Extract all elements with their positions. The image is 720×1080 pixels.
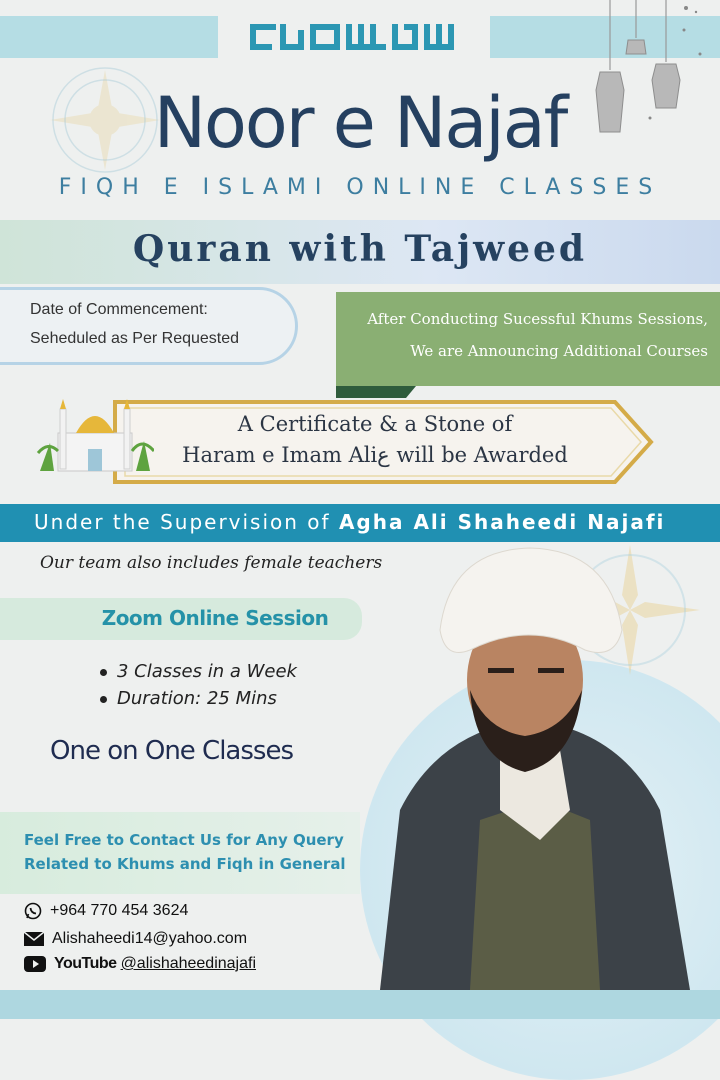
course-title: Quran with Tajweed [132, 228, 588, 270]
page-subtitle: FIQH E ISLAMI ONLINE CLASSES [58, 175, 662, 200]
phone-number: +964 770 454 3624 [50, 902, 189, 919]
certificate-line-2-start: Haram e Imam Ali [182, 443, 378, 467]
certificate-line-1: A Certificate & a Stone of [237, 412, 513, 436]
whatsapp-icon [24, 902, 42, 920]
supervision-text [34, 510, 665, 534]
certificate-line-2 [95, 443, 655, 467]
contact-line-1: Feel Free to Contact Us for Any Query [24, 831, 344, 849]
commencement-label: Date of Commencement: [30, 301, 208, 318]
mosque-icon [36, 393, 154, 475]
page-title: Noor e Najaf [153, 82, 567, 164]
zoom-session-heading: Zoom Online Session [101, 606, 329, 630]
session-bullet [100, 688, 277, 709]
session-bullet [100, 661, 297, 682]
certificate-honorific: ع [377, 443, 390, 467]
session-bullet-text: Duration: 25 Mins [117, 688, 277, 709]
team-note: Our team also includes female teachers [40, 553, 383, 573]
youtube-row[interactable] [24, 955, 256, 973]
supervisor-name: Agha Ali Shaheedi Najafi [338, 510, 666, 534]
phone-row[interactable] [24, 902, 188, 920]
commencement-box [0, 287, 298, 365]
bullet-dot [100, 669, 107, 676]
email-address: Alishaheedi14@yahoo.com [52, 930, 248, 947]
bottom-band [0, 990, 720, 1019]
announcement-line-2: We are Announcing Additional Courses [410, 342, 708, 360]
youtube-label: YouTube [54, 955, 117, 972]
announcement-line-1: After Conducting Sucessful Khums Sessions, [367, 310, 708, 328]
one-on-one-heading: One on One Classes [50, 736, 294, 766]
commencement-value: Seheduled as Per Requested [30, 330, 240, 347]
email-row[interactable] [24, 930, 247, 948]
certificate-line-2-end: will be Awarded [396, 443, 568, 467]
youtube-handle[interactable]: @alishaheedinajafi [120, 955, 257, 972]
youtube-icon [24, 956, 46, 972]
email-icon [24, 932, 44, 946]
contact-line-2: Related to Khums and Fiqh in General [24, 855, 346, 873]
top-band-left [0, 16, 218, 58]
contact-band [0, 812, 360, 894]
bismillah-calligraphy [248, 16, 460, 58]
session-bullet-text: 3 Classes in a Week [117, 661, 297, 682]
announcement-box [336, 292, 720, 386]
supervision-prefix: Under the Supervision of [34, 510, 331, 534]
bullet-dot [100, 696, 107, 703]
